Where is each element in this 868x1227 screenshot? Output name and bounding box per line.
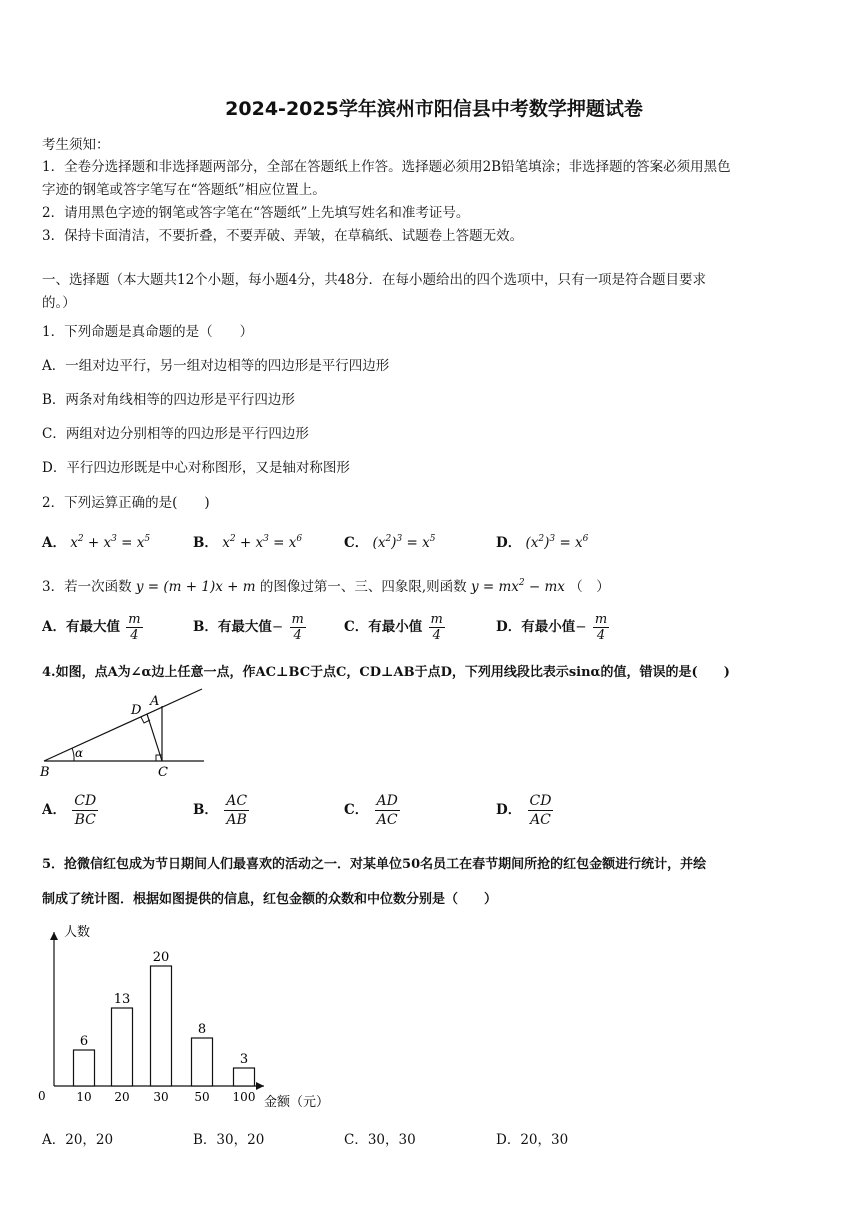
label-b: B [40, 765, 50, 780]
q3-frac-c: $\frac{m}{4}$ [430, 612, 443, 643]
q2-option-d [496, 531, 588, 551]
q2-option-b [193, 531, 302, 551]
bar-value-label: 8 [197, 1022, 207, 1037]
label-alpha: α [75, 746, 84, 760]
q1-option-d: D．平行四边形既是中心对称图形，又是轴对称图形 [42, 460, 350, 476]
q2-key-b: B． [193, 535, 218, 551]
q3-key-a: A．有最大值 [42, 619, 120, 635]
chart-bar [192, 1038, 213, 1086]
y-axis-label: 人数 [64, 925, 91, 940]
q1-option-c: C．两组对边分别相等的四边形是平行四边形 [42, 426, 309, 442]
q4-option-c [344, 792, 402, 829]
q5-option-b: B．30，20 [193, 1132, 265, 1148]
q5-stem-cont: 制成了统计图．根据如图提供的信息，红包金额的众数和中位数分别是（ ） [42, 892, 498, 907]
section-heading: 一、选择题（本大题共12个小题，每小题4分，共48分．在每小题给出的四个选项中，只有一项是符合题目要求 [42, 272, 706, 288]
q1-option-b: B．两条对角线相等的四边形是平行四边形 [42, 392, 295, 408]
origin-label: 0 [38, 1089, 46, 1103]
bar-value-label: 6 [79, 1034, 89, 1049]
q3-option-d [496, 612, 611, 643]
label-a: A [150, 694, 160, 709]
q4-frac-c: $\frac{AD}{AC}$ [376, 793, 398, 828]
q4-option-d [496, 792, 555, 829]
q3-quadratic-function: $y = mx^2$ − mx [470, 578, 565, 595]
q4-stem: 4.如图，点A为∠α边上任意一点，作AC⊥BC于点C，CD⊥AB于点D，下列用线段比表示sinα的值，错误的是( ) [42, 665, 730, 680]
q2-expr-b: $x^2 + x^3 = x^6$ [222, 534, 303, 551]
x-axis-arrow [256, 1082, 264, 1090]
notice-item: 2．请用黑色字迹的钢笔或答字笔在“答题纸”上先填写姓名和准考证号。 [42, 205, 470, 221]
label-d: D [131, 703, 142, 718]
q2-key-a: A． [42, 535, 66, 551]
q4-key-b: B． [193, 802, 218, 818]
q3-option-a [42, 612, 145, 643]
q2-option-a [42, 531, 150, 551]
q3-key-b: B．有最大值 [193, 619, 272, 635]
section-heading-cont: 的。） [42, 295, 76, 311]
q3-stem-prefix: 3．若一次函数 [42, 579, 132, 595]
q3-key-c: C．有最小值 [344, 619, 423, 635]
chart-bar [112, 1008, 133, 1086]
q4-frac-d: $\frac{CD}{AC}$ [529, 793, 552, 828]
q3-option-b [193, 612, 308, 643]
x-tick-label: 20 [114, 1090, 130, 1104]
x-tick-label: 10 [76, 1090, 92, 1104]
notice-item: 3．保持卡面清洁，不要折叠，不要弄破、弄皱，在草稿纸、试题卷上答题无效。 [42, 228, 524, 244]
minus-sign: − [271, 619, 284, 635]
q4-frac-a: $\frac{CD}{BC}$ [74, 793, 97, 828]
minus-sign: − [575, 619, 587, 635]
q4-option-b [193, 792, 251, 829]
angle-arc [72, 748, 74, 761]
y-axis-arrow [50, 932, 58, 940]
q1-option-a: A．一组对边平行，另一组对边相等的四边形是平行四边形 [42, 358, 390, 374]
bar-value-label: 3 [239, 1052, 249, 1067]
q3-linear-function: y = (m + 1)x + m [135, 579, 256, 595]
q4-option-a [42, 792, 100, 829]
x-tick-label: 50 [194, 1090, 210, 1104]
q2-expr-d: $(x^2)^3 = x^6$ [525, 534, 589, 551]
chart-bar [74, 1050, 95, 1086]
q3-frac-b: $\frac{m}{4}$ [291, 612, 304, 643]
x-axis-label: 金额（元） [264, 1095, 330, 1110]
q1-stem: 1．下列命题是真命题的是（ ） [42, 324, 254, 340]
label-c: C [158, 765, 168, 780]
q3-frac-a: $\frac{m}{4}$ [128, 612, 141, 643]
q3-stem-suffix: （ ） [569, 579, 610, 595]
segment-cd [147, 714, 162, 761]
q3-frac-d: $\frac{m}{4}$ [594, 612, 608, 643]
q3-key-d: D．有最小值 [496, 619, 576, 635]
q4-figure [38, 686, 208, 781]
q3-stem [42, 575, 610, 595]
exam-title: 2024-2025学年滨州市阳信县中考数学押题试卷 [225, 98, 643, 120]
notice-item: 字迹的钢笔或答字笔写在“答题纸”相应位置上。 [42, 182, 326, 198]
bar-value-label: 13 [113, 992, 131, 1007]
q4-frac-b: $\frac{AC}{AB}$ [226, 793, 248, 828]
bar-value-label: 20 [152, 950, 170, 965]
q4-key-a: A． [42, 802, 66, 818]
q5-option-d: D．20，30 [496, 1132, 569, 1148]
q5-option-a: A．20，20 [42, 1132, 114, 1148]
q5-bar-chart [36, 918, 346, 1114]
q3-stem-mid: 的图像过第一、三、四象限,则函数 [259, 579, 467, 595]
notice-item: 1．全卷分选择题和非选择题两部分，全部在答题纸上作答。选择题必须用2B铅笔填涂；非选择题的答案必须用黑色 [42, 159, 731, 175]
q2-option-c [344, 531, 435, 551]
q5-option-c: C．30，30 [344, 1132, 416, 1148]
x-tick-label: 100 [232, 1090, 256, 1104]
q4-key-d: D． [496, 802, 522, 818]
notice-heading: 考生须知： [42, 137, 110, 153]
q2-expr-c: $(x^2)^3 = x^5$ [372, 534, 436, 551]
q2-key-c: C． [344, 535, 369, 551]
q2-stem: 2．下列运算正确的是( ) [42, 495, 210, 511]
chart-bar [151, 966, 172, 1086]
ray-ba [44, 689, 202, 761]
q2-key-d: D． [496, 535, 522, 551]
q3-option-c [344, 612, 447, 643]
q2-expr-a: $x^2 + x^3 = x^5$ [70, 534, 151, 551]
chart-bar [234, 1068, 255, 1086]
x-tick-label: 30 [153, 1090, 169, 1104]
q5-stem: 5．抢微信红包成为节日期间人们最喜欢的活动之一．对某单位50名员工在春节期间所抢的红包金额进行统计，并绘 [42, 857, 707, 872]
q4-key-c: C． [344, 802, 369, 818]
